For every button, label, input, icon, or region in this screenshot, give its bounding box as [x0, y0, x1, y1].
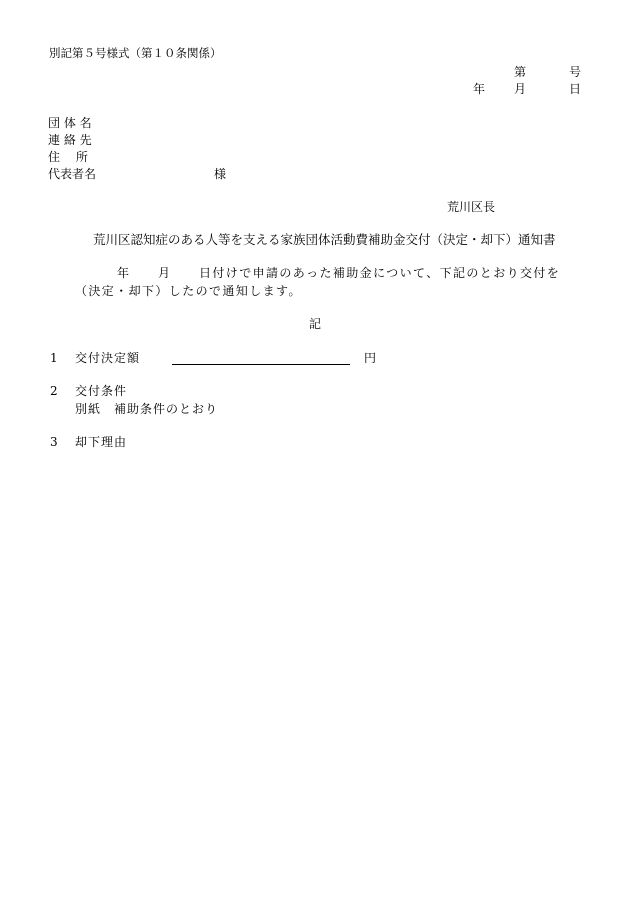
form-reference: 別記第５号様式（第１０条関係）	[49, 46, 222, 60]
item-2-detail: 別紙 補助条件のとおり	[75, 402, 219, 416]
item-1-label: 交付決定額	[75, 351, 141, 365]
body-line-1: 日付けで申請のあった補助金について、下記のとおり交付を	[199, 266, 561, 280]
item-1-number: 1	[50, 351, 58, 365]
item-2-label: 交付条件	[75, 384, 128, 398]
ki-heading: 記	[309, 317, 322, 331]
body-year: 年	[117, 266, 130, 280]
date-year: 年	[473, 82, 486, 96]
contact-label: 連 絡 先	[48, 133, 92, 147]
date-day: 日	[569, 82, 582, 96]
body-line-2: （決定・却下）したので通知します。	[75, 284, 302, 298]
item-1-unit: 円	[364, 351, 377, 365]
item-3-number: 3	[50, 435, 58, 449]
honorific: 様	[214, 167, 227, 181]
item-2-number: 2	[50, 384, 58, 398]
address-label: 住 所	[48, 150, 88, 164]
date-month: 月	[514, 82, 527, 96]
issuer: 荒川区長	[447, 200, 496, 214]
body-month: 月	[158, 266, 171, 280]
document-title: 荒川区認知症のある人等を支える家族団体活動費補助金交付（決定・却下）通知書	[93, 232, 556, 247]
doc-number-dai: 第	[514, 65, 527, 79]
doc-number-go: 号	[569, 65, 582, 79]
item-3-label: 却下理由	[75, 435, 128, 449]
representative-label: 代表者名	[48, 167, 97, 181]
amount-blank-line	[172, 364, 350, 365]
group-name-label: 団 体 名	[48, 116, 92, 130]
